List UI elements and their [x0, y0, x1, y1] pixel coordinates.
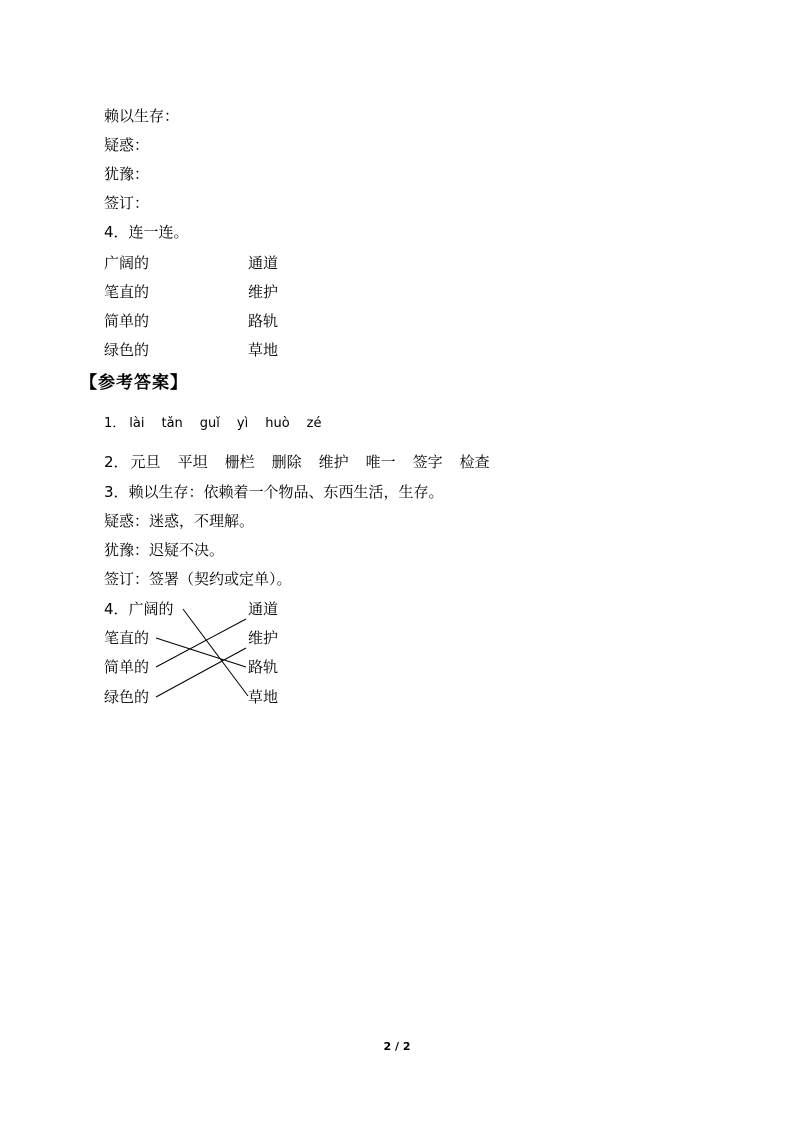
match-line [156, 638, 246, 667]
answer-3-line: 犹豫：迟疑不决。 [104, 541, 225, 559]
answer-2-label: 2． [104, 453, 129, 471]
answer-3-line: 3．赖以生存：依赖着一个物品、东西生活，生存。 [104, 483, 444, 501]
word-item: 元旦 [130, 453, 161, 471]
match-line [156, 648, 246, 697]
answer-4-left-item: 笔直的 [104, 629, 150, 647]
definition-prompt: 疑惑： [104, 136, 150, 154]
pinyin-item: guǐ [199, 416, 220, 431]
word-item: 删除 [271, 453, 302, 471]
word-item: 唯一 [365, 453, 396, 471]
match-right-item: 草地 [248, 341, 279, 359]
answer-4-left-item: 简单的 [104, 658, 150, 676]
definition-prompt: 签订： [104, 194, 150, 212]
question-4-title: 4．连一连。 [104, 223, 189, 241]
pinyin-item: tǎn [161, 416, 183, 431]
match-left-item: 简单的 [104, 312, 150, 330]
match-left-item: 绿色的 [104, 341, 150, 359]
match-right-item: 维护 [248, 283, 279, 301]
definition-prompt: 赖以生存： [104, 107, 180, 125]
answer-heading: 【参考答案】 [80, 373, 188, 393]
pinyin-item: lài [129, 416, 145, 431]
definition-prompt: 犹豫： [104, 165, 150, 183]
answer-4-right-item: 维护 [248, 629, 279, 647]
page-number: 2 / 2 [383, 1040, 411, 1053]
word-item: 栅栏 [224, 453, 255, 471]
match-right-item: 路轨 [248, 312, 279, 330]
word-item: 签字 [412, 453, 443, 471]
answer-3-line: 签订：签署（契约或定单）。 [104, 570, 292, 588]
answer-3-line: 疑惑：迷惑，不理解。 [104, 512, 255, 530]
answer-4-left-item: 绿色的 [104, 688, 150, 706]
pinyin-item: yì [236, 416, 249, 431]
word-item: 维护 [318, 453, 349, 471]
match-left-item: 广阔的 [104, 254, 150, 272]
answer-4-left-text: 广阔的 [128, 600, 174, 618]
match-right-item: 通道 [248, 254, 279, 272]
answer-4-right-item: 通道 [248, 600, 279, 618]
answer-4-label: 4． [104, 600, 129, 618]
answer-4-right-item: 路轨 [248, 658, 279, 676]
word-item: 检查 [459, 453, 490, 471]
word-item: 平坦 [177, 453, 208, 471]
match-left-item: 笔直的 [104, 283, 150, 301]
match-line [156, 619, 246, 667]
answer-1-label: 1． [104, 416, 126, 431]
pinyin-item: zé [306, 416, 322, 431]
answer-4-right-item: 草地 [248, 688, 279, 706]
pinyin-item: huò [265, 416, 290, 431]
